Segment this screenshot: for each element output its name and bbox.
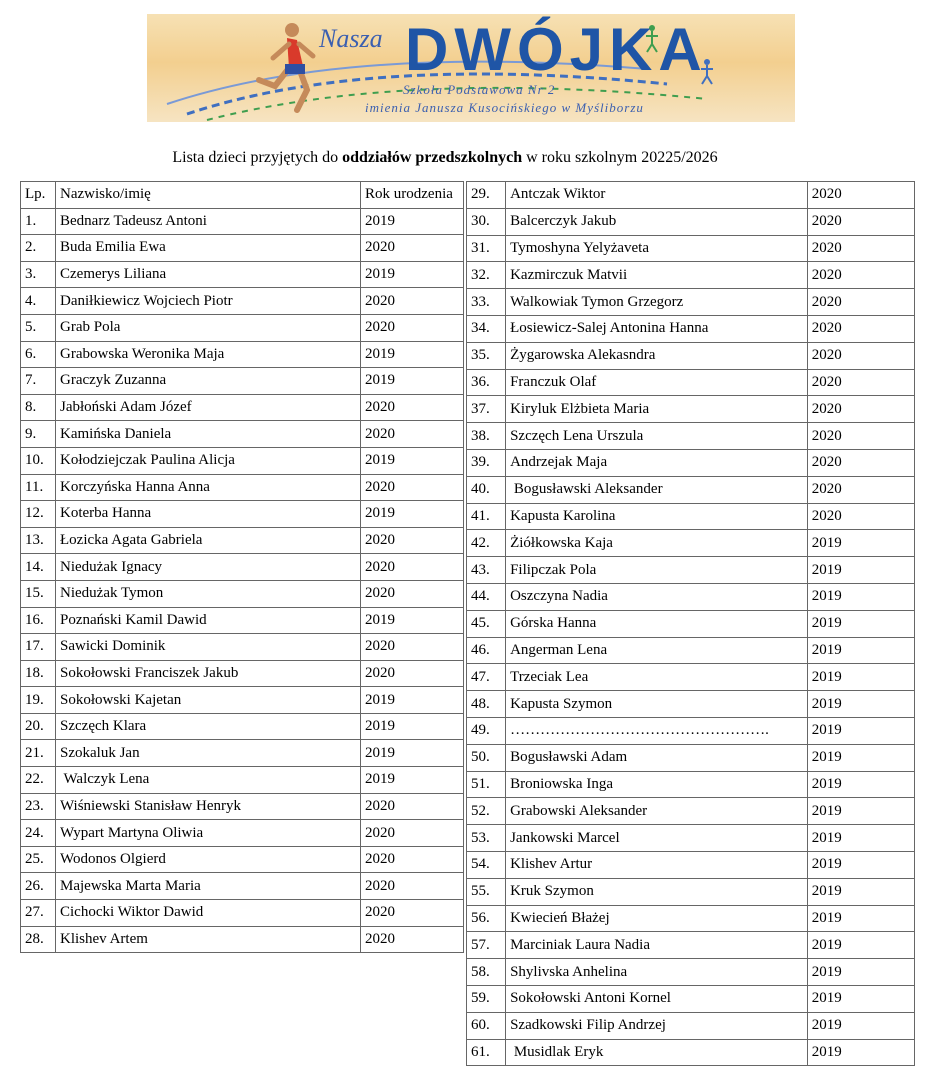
row-number: 12. bbox=[21, 501, 56, 528]
row-number: 50. bbox=[467, 744, 506, 771]
table-row bbox=[467, 289, 915, 316]
row-number: 23. bbox=[21, 793, 56, 820]
child-name: Bogusławski Adam bbox=[506, 744, 808, 771]
birth-year: 2019 bbox=[361, 713, 464, 740]
row-number: 49. bbox=[467, 717, 506, 744]
table-row bbox=[467, 396, 915, 423]
table-row bbox=[21, 900, 464, 927]
birth-year: 2019 bbox=[807, 744, 914, 771]
row-number: 15. bbox=[21, 580, 56, 607]
row-number: 39. bbox=[467, 449, 506, 476]
birth-year: 2019 bbox=[807, 530, 914, 557]
birth-year: 2020 bbox=[807, 208, 914, 235]
table-row bbox=[467, 825, 915, 852]
birth-year: 2019 bbox=[807, 851, 914, 878]
table-row bbox=[21, 527, 464, 554]
row-number: 27. bbox=[21, 900, 56, 927]
child-name: Kazmirczuk Matvii bbox=[506, 262, 808, 289]
birth-year: 2019 bbox=[361, 447, 464, 474]
birth-year: 2019 bbox=[807, 825, 914, 852]
child-name: Łozicka Agata Gabriela bbox=[56, 527, 361, 554]
birth-year: 2020 bbox=[361, 634, 464, 661]
row-number: 1. bbox=[21, 208, 56, 235]
child-name: Trzeciak Lea bbox=[506, 664, 808, 691]
child-name: Jankowski Marcel bbox=[506, 825, 808, 852]
child-name: Walczyk Lena bbox=[56, 767, 361, 794]
birth-year: 2020 bbox=[361, 288, 464, 315]
child-name: Grabowska Weronika Maja bbox=[56, 341, 361, 368]
table-row bbox=[467, 503, 915, 530]
child-name: Poznański Kamil Dawid bbox=[56, 607, 361, 634]
table-row bbox=[21, 767, 464, 794]
child-name: Koterba Hanna bbox=[56, 501, 361, 528]
birth-year: 2019 bbox=[807, 878, 914, 905]
table-row bbox=[21, 208, 464, 235]
header-birth-year: Rok urodzenia bbox=[361, 182, 464, 209]
title-prefix: Lista dzieci przyjętych do bbox=[172, 149, 343, 166]
child-name: Sokołowski Kajetan bbox=[56, 687, 361, 714]
child-name: Wodonos Olgierd bbox=[56, 846, 361, 873]
child-name: Cichocki Wiktor Dawid bbox=[56, 900, 361, 927]
birth-year: 2020 bbox=[361, 527, 464, 554]
row-number: 14. bbox=[21, 554, 56, 581]
birth-year: 2019 bbox=[361, 368, 464, 395]
birth-year: 2019 bbox=[807, 1039, 914, 1066]
birth-year: 2019 bbox=[361, 208, 464, 235]
child-name: Marciniak Laura Nadia bbox=[506, 932, 808, 959]
child-name: Franczuk Olaf bbox=[506, 369, 808, 396]
row-number: 26. bbox=[21, 873, 56, 900]
child-name: Czemerys Liliana bbox=[56, 261, 361, 288]
birth-year: 2020 bbox=[361, 873, 464, 900]
birth-year: 2019 bbox=[361, 341, 464, 368]
birth-year: 2019 bbox=[807, 691, 914, 718]
table-row bbox=[467, 235, 915, 262]
birth-year: 2019 bbox=[361, 261, 464, 288]
birth-year: 2020 bbox=[361, 314, 464, 341]
row-number: 35. bbox=[467, 342, 506, 369]
child-name: Majewska Marta Maria bbox=[56, 873, 361, 900]
table-row bbox=[21, 288, 464, 315]
table-row bbox=[467, 449, 915, 476]
row-number: 2. bbox=[21, 235, 56, 262]
table-row bbox=[21, 474, 464, 501]
birth-year: 2020 bbox=[361, 421, 464, 448]
table-row bbox=[467, 691, 915, 718]
table-row bbox=[21, 580, 464, 607]
child-name: Klishev Artur bbox=[506, 851, 808, 878]
birth-year: 2020 bbox=[807, 289, 914, 316]
child-name: Kwiecień Błażej bbox=[506, 905, 808, 932]
table-row bbox=[467, 985, 915, 1012]
child-name: Wypart Martyna Oliwia bbox=[56, 820, 361, 847]
table-row bbox=[467, 717, 915, 744]
document-title bbox=[0, 149, 890, 167]
row-number: 36. bbox=[467, 369, 506, 396]
admitted-children-table-right bbox=[466, 181, 915, 1066]
table-row bbox=[21, 421, 464, 448]
table-row bbox=[21, 846, 464, 873]
birth-year: 2020 bbox=[361, 580, 464, 607]
table-row bbox=[467, 583, 915, 610]
row-number: 29. bbox=[467, 182, 506, 209]
row-number: 8. bbox=[21, 394, 56, 421]
birth-year: 2020 bbox=[807, 315, 914, 342]
child-name: Kołodziejczak Paulina Alicja bbox=[56, 447, 361, 474]
birth-year: 2020 bbox=[361, 926, 464, 953]
row-number: 41. bbox=[467, 503, 506, 530]
row-number: 10. bbox=[21, 447, 56, 474]
row-number: 11. bbox=[21, 474, 56, 501]
row-number: 13. bbox=[21, 527, 56, 554]
child-name: Walkowiak Tymon Grzegorz bbox=[506, 289, 808, 316]
table-row bbox=[467, 905, 915, 932]
birth-year: 2020 bbox=[361, 820, 464, 847]
birth-year: 2020 bbox=[807, 342, 914, 369]
table-row bbox=[467, 315, 915, 342]
table-row bbox=[21, 394, 464, 421]
child-name: Kapusta Karolina bbox=[506, 503, 808, 530]
table-row bbox=[467, 208, 915, 235]
row-number: 52. bbox=[467, 798, 506, 825]
table-row bbox=[467, 771, 915, 798]
row-number: 21. bbox=[21, 740, 56, 767]
birth-year: 2019 bbox=[361, 501, 464, 528]
birth-year: 2019 bbox=[361, 687, 464, 714]
table-row bbox=[467, 851, 915, 878]
child-name: Balcerczyk Jakub bbox=[506, 208, 808, 235]
table-row bbox=[467, 476, 915, 503]
row-number: 6. bbox=[21, 341, 56, 368]
child-name: Niedużak Ignacy bbox=[56, 554, 361, 581]
table-row bbox=[21, 368, 464, 395]
row-number: 30. bbox=[467, 208, 506, 235]
row-number: 31. bbox=[467, 235, 506, 262]
birth-year: 2019 bbox=[807, 771, 914, 798]
table-row bbox=[21, 501, 464, 528]
table-row bbox=[467, 744, 915, 771]
birth-year: 2020 bbox=[807, 396, 914, 423]
table-row bbox=[21, 634, 464, 661]
row-number: 43. bbox=[467, 557, 506, 584]
birth-year: 2020 bbox=[807, 235, 914, 262]
table-row bbox=[21, 235, 464, 262]
banner-school-line1: Szkoła Podstawowa Nr 2 bbox=[403, 82, 556, 97]
child-name: Musidlak Eryk bbox=[506, 1039, 808, 1066]
table-row bbox=[467, 878, 915, 905]
table-row bbox=[21, 793, 464, 820]
birth-year: 2020 bbox=[807, 182, 914, 209]
child-name: Szokaluk Jan bbox=[56, 740, 361, 767]
child-name: Jabłoński Adam Józef bbox=[56, 394, 361, 421]
table-row bbox=[21, 820, 464, 847]
birth-year: 2020 bbox=[807, 262, 914, 289]
birth-year: 2020 bbox=[807, 423, 914, 450]
birth-year: 2019 bbox=[807, 959, 914, 986]
birth-year: 2020 bbox=[361, 900, 464, 927]
child-name: Szczęch Klara bbox=[56, 713, 361, 740]
row-number: 34. bbox=[467, 315, 506, 342]
row-number: 51. bbox=[467, 771, 506, 798]
table-row bbox=[21, 740, 464, 767]
birth-year: 2019 bbox=[807, 1012, 914, 1039]
birth-year: 2019 bbox=[807, 610, 914, 637]
table-row bbox=[467, 637, 915, 664]
child-name: Klishev Artem bbox=[56, 926, 361, 953]
row-number: 45. bbox=[467, 610, 506, 637]
child-name: Grab Pola bbox=[56, 314, 361, 341]
table-row bbox=[467, 369, 915, 396]
row-number: 32. bbox=[467, 262, 506, 289]
child-name: Broniowska Inga bbox=[506, 771, 808, 798]
row-number: 42. bbox=[467, 530, 506, 557]
title-bold: oddziałów przedszkolnych bbox=[342, 149, 523, 166]
child-name: Niedużak Tymon bbox=[56, 580, 361, 607]
table-row bbox=[467, 798, 915, 825]
birth-year: 2020 bbox=[807, 449, 914, 476]
child-name: Wiśniewski Stanisław Henryk bbox=[56, 793, 361, 820]
birth-year: 2019 bbox=[807, 557, 914, 584]
table-row bbox=[467, 664, 915, 691]
child-name: Daniłkiewicz Wojciech Piotr bbox=[56, 288, 361, 315]
row-number: 58. bbox=[467, 959, 506, 986]
birth-year: 2020 bbox=[361, 793, 464, 820]
row-number: 24. bbox=[21, 820, 56, 847]
table-row bbox=[21, 713, 464, 740]
child-name: Filipczak Pola bbox=[506, 557, 808, 584]
row-number: 40. bbox=[467, 476, 506, 503]
child-name: Sawicki Dominik bbox=[56, 634, 361, 661]
child-name: Sokołowski Franciszek Jakub bbox=[56, 660, 361, 687]
row-number: 44. bbox=[467, 583, 506, 610]
child-name: Bednarz Tadeusz Antoni bbox=[56, 208, 361, 235]
table-row bbox=[21, 261, 464, 288]
admitted-children-table-left bbox=[20, 181, 464, 953]
row-number: 38. bbox=[467, 423, 506, 450]
child-name: Grabowski Aleksander bbox=[506, 798, 808, 825]
birth-year: 2020 bbox=[807, 503, 914, 530]
row-number: 16. bbox=[21, 607, 56, 634]
row-number: 57. bbox=[467, 932, 506, 959]
header-lp: Lp. bbox=[21, 182, 56, 209]
birth-year: 2020 bbox=[361, 846, 464, 873]
table-row bbox=[467, 262, 915, 289]
child-name: Buda Emilia Ewa bbox=[56, 235, 361, 262]
row-number: 56. bbox=[467, 905, 506, 932]
row-number: 60. bbox=[467, 1012, 506, 1039]
birth-year: 2020 bbox=[361, 394, 464, 421]
child-name: Bogusławski Aleksander bbox=[506, 476, 808, 503]
banner-nasza: Nasza bbox=[319, 24, 383, 53]
row-number: 61. bbox=[467, 1039, 506, 1066]
row-number: 9. bbox=[21, 421, 56, 448]
row-number: 37. bbox=[467, 396, 506, 423]
row-number: 17. bbox=[21, 634, 56, 661]
row-number: 5. bbox=[21, 314, 56, 341]
table-row bbox=[21, 554, 464, 581]
table-row bbox=[21, 926, 464, 953]
birth-year: 2019 bbox=[361, 607, 464, 634]
title-suffix: w roku szkolnym 20225/2026 bbox=[522, 149, 718, 166]
table-row bbox=[467, 1039, 915, 1066]
banner-school-name: DWÓJKA bbox=[405, 16, 708, 83]
row-number: 3. bbox=[21, 261, 56, 288]
row-number: 19. bbox=[21, 687, 56, 714]
birth-year: 2019 bbox=[807, 932, 914, 959]
birth-year: 2019 bbox=[807, 664, 914, 691]
row-number: 20. bbox=[21, 713, 56, 740]
table-row bbox=[21, 447, 464, 474]
table-row bbox=[21, 687, 464, 714]
table-row bbox=[21, 314, 464, 341]
birth-year: 2019 bbox=[361, 740, 464, 767]
child-name: Szadkowski Filip Andrzej bbox=[506, 1012, 808, 1039]
child-name: Graczyk Zuzanna bbox=[56, 368, 361, 395]
row-number: 22. bbox=[21, 767, 56, 794]
row-number: 55. bbox=[467, 878, 506, 905]
table-row bbox=[21, 660, 464, 687]
child-name: Kruk Szymon bbox=[506, 878, 808, 905]
table-row bbox=[467, 932, 915, 959]
birth-year: 2020 bbox=[361, 554, 464, 581]
table-row bbox=[467, 423, 915, 450]
row-number: 28. bbox=[21, 926, 56, 953]
birth-year: 2019 bbox=[807, 717, 914, 744]
birth-year: 2020 bbox=[807, 369, 914, 396]
row-number: 25. bbox=[21, 846, 56, 873]
row-number: 33. bbox=[467, 289, 506, 316]
child-name: Kiryluk Elżbieta Maria bbox=[506, 396, 808, 423]
table-row bbox=[467, 182, 915, 209]
row-number: 7. bbox=[21, 368, 56, 395]
child-name: Żygarowska Alekasndra bbox=[506, 342, 808, 369]
birth-year: 2020 bbox=[361, 235, 464, 262]
child-name: ……………………………………………. bbox=[506, 717, 808, 744]
row-number: 47. bbox=[467, 664, 506, 691]
child-name: Antczak Wiktor bbox=[506, 182, 808, 209]
table-row bbox=[21, 873, 464, 900]
row-number: 59. bbox=[467, 985, 506, 1012]
child-name: Szczęch Lena Urszula bbox=[506, 423, 808, 450]
birth-year: 2020 bbox=[361, 474, 464, 501]
table-row bbox=[21, 341, 464, 368]
child-name: Łosiewicz-Salej Antonina Hanna bbox=[506, 315, 808, 342]
child-name: Kapusta Szymon bbox=[506, 691, 808, 718]
row-number: 53. bbox=[467, 825, 506, 852]
table-row bbox=[467, 557, 915, 584]
birth-year: 2020 bbox=[807, 476, 914, 503]
table-row bbox=[467, 1012, 915, 1039]
birth-year: 2019 bbox=[807, 637, 914, 664]
row-number: 48. bbox=[467, 691, 506, 718]
banner-school-line2: imienia Janusza Kusocińskiego w Myśliborzu bbox=[365, 100, 644, 115]
birth-year: 2019 bbox=[361, 767, 464, 794]
child-name: Sokołowski Antoni Kornel bbox=[506, 985, 808, 1012]
table-row bbox=[467, 530, 915, 557]
table-row bbox=[467, 610, 915, 637]
child-name: Tymoshyna Yelyżaveta bbox=[506, 235, 808, 262]
child-name: Shylivska Anhelina bbox=[506, 959, 808, 986]
child-name: Kamińska Daniela bbox=[56, 421, 361, 448]
child-name: Andrzejak Maja bbox=[506, 449, 808, 476]
table-row bbox=[21, 607, 464, 634]
child-name: Żiółkowska Kaja bbox=[506, 530, 808, 557]
birth-year: 2019 bbox=[807, 985, 914, 1012]
row-number: 54. bbox=[467, 851, 506, 878]
header-name: Nazwisko/imię bbox=[56, 182, 361, 209]
child-name: Angerman Lena bbox=[506, 637, 808, 664]
child-name: Górska Hanna bbox=[506, 610, 808, 637]
child-name: Korczyńska Hanna Anna bbox=[56, 474, 361, 501]
birth-year: 2019 bbox=[807, 583, 914, 610]
row-number: 46. bbox=[467, 637, 506, 664]
child-name: Oszczyna Nadia bbox=[506, 583, 808, 610]
school-logo-banner bbox=[147, 14, 795, 122]
birth-year: 2019 bbox=[807, 798, 914, 825]
table-row bbox=[467, 342, 915, 369]
row-number: 4. bbox=[21, 288, 56, 315]
row-number: 18. bbox=[21, 660, 56, 687]
birth-year: 2020 bbox=[361, 660, 464, 687]
table-row bbox=[467, 959, 915, 986]
table-header-row bbox=[21, 182, 464, 209]
birth-year: 2019 bbox=[807, 905, 914, 932]
